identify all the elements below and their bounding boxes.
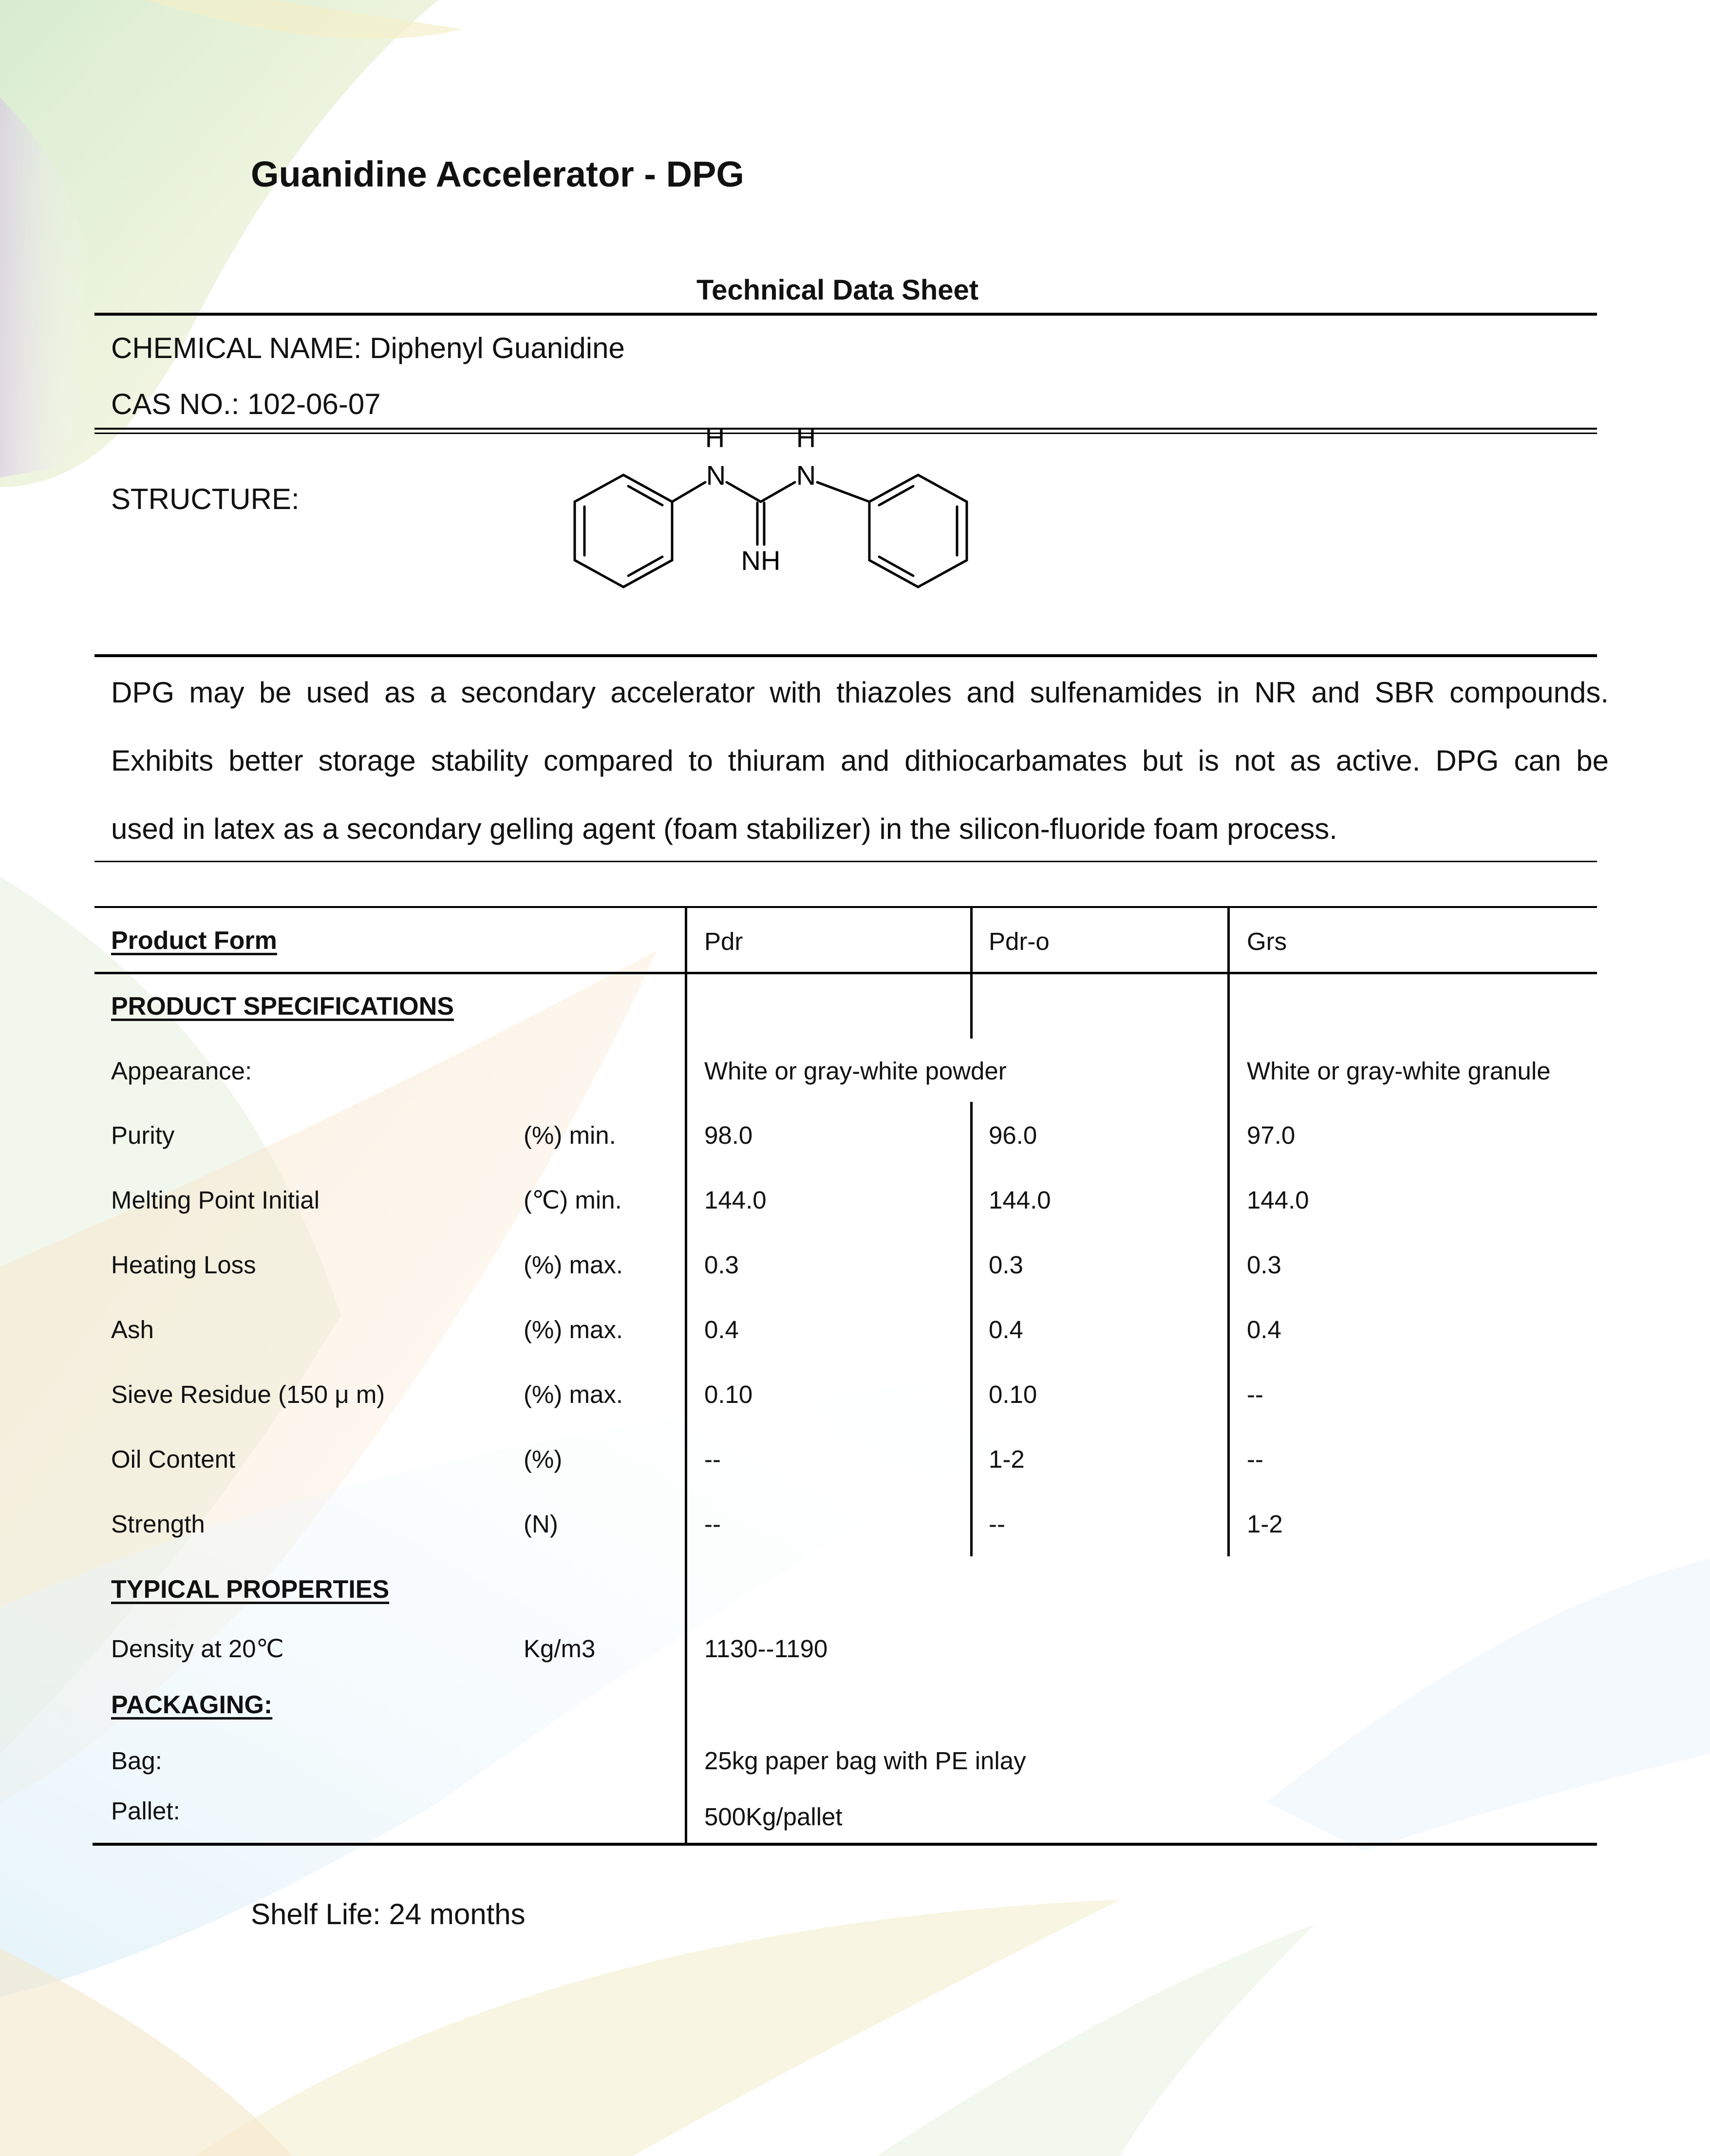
spec-value-pdr: -- [704,1510,721,1538]
structure-label: STRUCTURE: [111,483,300,515]
density-name: Density at 20℃ [111,1635,284,1663]
spec-value-pdr: 0.10 [704,1381,753,1408]
spec-unit: (%) min. [524,1121,616,1149]
divider [94,313,1597,316]
spec-name: Purity [111,1121,175,1149]
table-top-border [94,906,1597,908]
packaging-heading: PACKAGING: [111,1691,273,1719]
spec-value-grs: -- [1247,1381,1263,1408]
table-column-divider [1227,906,1230,1556]
pallet-label: Pallet: [111,1797,180,1825]
chemical-name: CHEMICAL NAME: Diphenyl Guanidine [111,332,625,364]
divider [94,654,1597,657]
spec-value-grs: -- [1247,1445,1263,1473]
spec-value-grs: 0.3 [1247,1251,1281,1279]
spec-unit: (%) max. [524,1316,623,1343]
spec-value-pdr-o: 0.10 [989,1381,1037,1408]
spec-value-grs: 144.0 [1247,1186,1309,1214]
cas-number: CAS NO.: 102-06-07 [111,388,381,420]
atom-n: N [706,460,726,491]
spec-value-grs: 0.4 [1247,1316,1281,1343]
spec-value-pdr-o: 1-2 [989,1445,1025,1473]
spec-name: Strength [111,1510,205,1538]
product-form-header: Product Form [111,927,277,955]
description-paragraph [111,659,1609,863]
atom-n: N [796,460,816,491]
density-value: 1130--1190 [704,1635,828,1663]
atom-nh: NH [741,545,781,576]
spec-value-pdr-o: 0.4 [989,1316,1023,1343]
spec-value-pdr: 0.3 [704,1251,739,1279]
form-grs-header: Grs [1247,927,1287,955]
pallet-value: 500Kg/pallet [704,1803,843,1831]
shelf-life: Shelf Life: 24 months [251,1898,526,1930]
atom-h: H [705,429,725,453]
spec-value-pdr-o: 0.3 [989,1251,1023,1279]
table-header-border [94,972,1597,974]
spec-value-pdr: 98.0 [704,1121,753,1149]
spec-value-pdr: 144.0 [704,1186,767,1214]
spec-value-pdr-o: 96.0 [989,1121,1037,1149]
form-pdr-o-header: Pdr-o [989,927,1050,955]
spec-unit: (℃) min. [524,1186,622,1214]
bag-value: 25kg paper bag with PE inlay [704,1747,1026,1775]
spec-value-pdr-o: -- [989,1510,1005,1538]
description-line: used in latex as a secondary gelling agent (foam stabilizer) in the silicon-fluoride foam process. [111,813,1337,845]
spec-name: Oil Content [111,1445,236,1473]
document-subtitle: Technical Data Sheet [696,274,979,306]
spec-name: Melting Point Initial [111,1186,320,1214]
spec-unit: (N) [524,1510,558,1538]
spec-unit: (%) [524,1445,563,1473]
table-column-divider [970,906,973,1039]
spec-unit: (%) max. [524,1251,623,1279]
appearance-pdr: White or gray-white powder [704,1057,1007,1085]
document-title: Guanidine Accelerator - DPG [251,154,744,194]
description-line: Exhibits better storage stability compared to thiuram and dithiocarbamates but is not as active. DPG can be [111,744,1609,777]
spec-value-pdr: -- [704,1445,721,1473]
table-bottom-border [93,1843,1597,1846]
appearance-label: Appearance: [111,1057,252,1085]
spec-value-pdr: 0.4 [704,1316,739,1343]
divider [94,861,1597,862]
spec-name: Ash [111,1316,154,1343]
bag-label: Bag: [111,1747,162,1775]
density-unit: Kg/m3 [524,1635,596,1663]
spec-value-pdr-o: 144.0 [989,1186,1051,1214]
appearance-grs: White or gray-white granule [1247,1057,1551,1085]
description-line: DPG may be used as a secondary accelerator with thiazoles and sulfenamides in NR and SBR compounds. [111,676,1609,709]
product-specifications-heading: PRODUCT SPECIFICATIONS [111,992,454,1021]
spec-unit: (%) max. [524,1381,623,1408]
spec-name: Heating Loss [111,1251,256,1279]
typical-properties-heading: TYPICAL PROPERTIES [111,1575,390,1604]
spec-name: Sieve Residue (150 μ m) [111,1381,385,1408]
table-column-divider [970,1102,973,1556]
form-pdr-header: Pdr [704,927,743,955]
atom-h: H [796,429,816,453]
table-column-divider [685,906,687,1845]
chemical-structure-diagram [560,429,984,604]
spec-value-grs: 1-2 [1247,1510,1283,1538]
spec-value-grs: 97.0 [1247,1121,1296,1149]
